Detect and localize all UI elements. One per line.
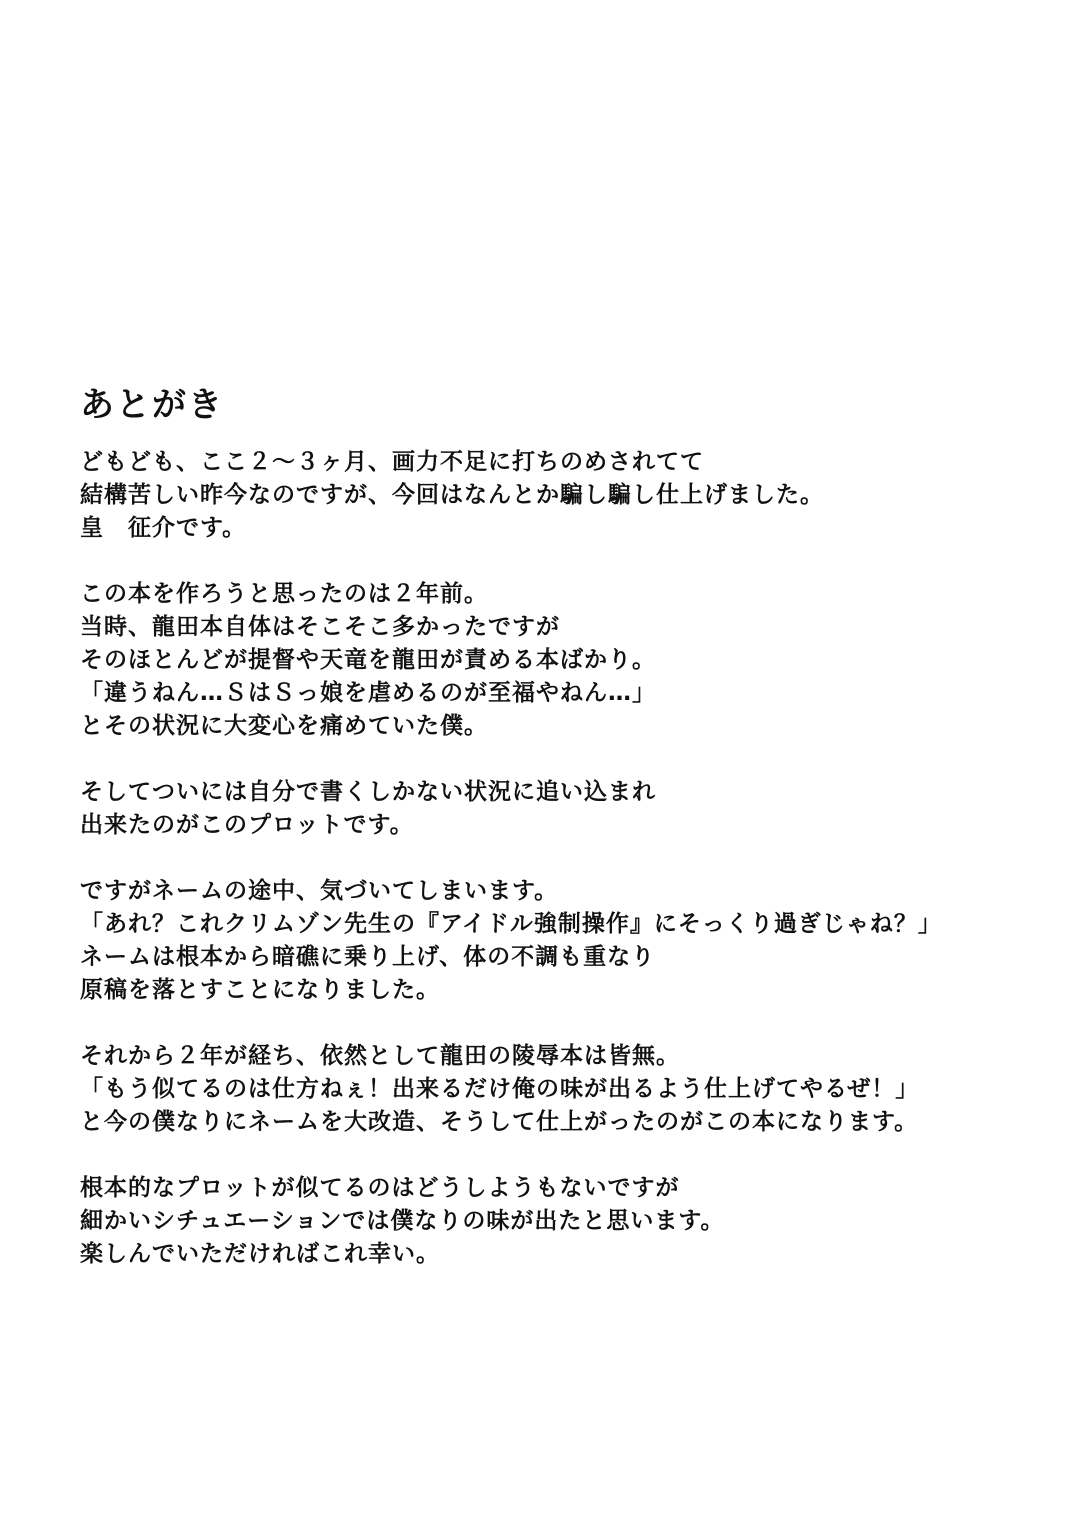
text-line: 楽しんでいただければこれ幸い。 <box>80 1241 440 1267</box>
paragraph-setback <box>80 875 1040 1007</box>
text-line: 出来たのがこのプロットです。 <box>80 812 414 838</box>
text-line: 「もう似てるのは仕方ねぇ！出来るだけ俺の味が出るよう仕上げてやるぜ！」 <box>80 1076 920 1102</box>
text-line: 「違うねん…ＳはＳっ娘を虐めるのが至福やねん…」 <box>80 680 656 706</box>
text-line: ですがネームの途中、気づいてしまいます。 <box>80 878 559 904</box>
text-line: ネームは根本から暗礁に乗り上げ、体の不調も重なり <box>80 944 656 970</box>
text-line: どもども、ここ２～３ヶ月、画力不足に打ちのめされてて <box>80 449 704 475</box>
paragraph-closing <box>80 1172 1040 1271</box>
paragraph-plot <box>80 776 1040 842</box>
text-line: とその状況に大変心を痛めていた僕。 <box>80 713 488 739</box>
text-line: 原稿を落とすことになりました。 <box>80 977 440 1003</box>
text-line: 「あれ？これクリムゾン先生の『アイドル強制操作』にそっくり過ぎじゃね？」 <box>80 911 942 937</box>
text-line: そしてついには自分で書くしかない状況に追い込まれ <box>80 779 656 805</box>
paragraph-revival <box>80 1040 1040 1139</box>
text-line: 結構苦しい昨今なのですが、今回はなんとか騙し騙し仕上げました。 <box>80 482 824 508</box>
page-title: あとがき <box>80 385 224 425</box>
text-line: 当時、龍田本自体はそこそこ多かったですが <box>80 614 560 640</box>
text-line: 根本的なプロットが似てるのはどうしようもないですが <box>80 1175 680 1201</box>
text-line: 皇 征介です。 <box>80 515 247 541</box>
text-line: この本を作ろうと思ったのは２年前。 <box>80 581 488 607</box>
paragraph-greeting <box>80 446 1040 545</box>
paragraph-origin <box>80 578 1040 743</box>
text-line: それから２年が経ち、依然として龍田の陵辱本は皆無。 <box>80 1043 680 1069</box>
text-line: そのほとんどが提督や天竜を龍田が責める本ばかり。 <box>80 647 656 673</box>
text-line: と今の僕なりにネームを大改造、そうして仕上がったのがこの本になります。 <box>80 1109 919 1135</box>
text-line: 細かいシチュエーションでは僕なりの味が出たと思います。 <box>80 1208 725 1234</box>
afterword-body <box>80 446 1040 1304</box>
